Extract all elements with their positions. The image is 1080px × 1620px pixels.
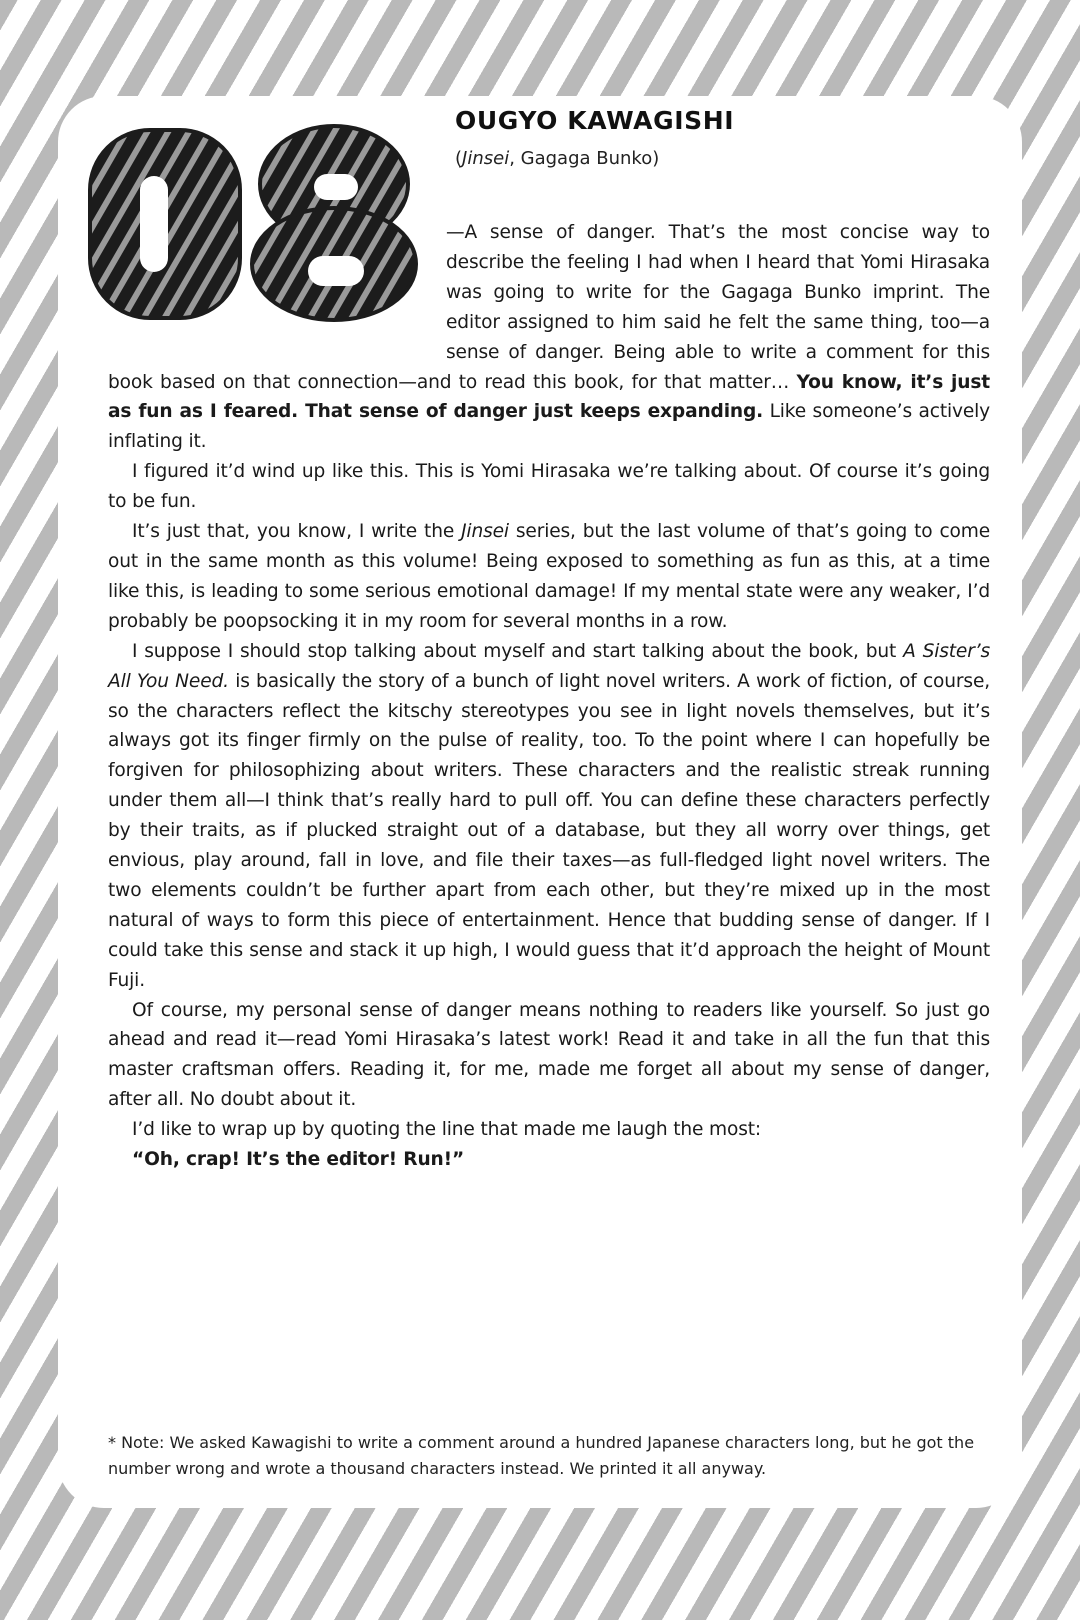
paragraph-4-text: I suppose I should stop talking about myself and start talking about the book, but (132, 640, 904, 662)
paragraph-5-text: Of course, my personal sense of danger means nothing to readers like yourself. So just go ahead and read it—read Yomi Hirasaka’s latest work! Read it and take in all the fun that this master craftsman offers. Reading it, for me, made me forget all about my sense of danger, after all. No doubt about it. (108, 999, 990, 1111)
paragraph-3-italic: Jinsei (461, 521, 509, 543)
paragraph-1-text: —A sense of danger. That’s the most concise way to describe the feeling I had when I heard that Yomi Hirasaka was going to write for the Gagaga Bunko imprint. The editor assigned to him said he felt the same thing, too—a sense of danger. Being able to write a comment for this book based on that connection—and to read this book, for that matter… (108, 222, 990, 393)
paragraph-2 (108, 457, 990, 517)
author-work-open: ( (455, 148, 463, 169)
comment-card (58, 96, 1022, 1508)
paragraph-2-text: I figured it’d wind up like this. This is Yomi Hirasaka we’re talking about. Of course it’s going to be fun. (108, 461, 990, 513)
paragraph-5 (108, 996, 990, 1116)
paragraph-3-text-end: series, but the last volume of that’s going to come out in the same month as this volume! Being exposed to something as fun as this, at a time like this, is leading to some serious emotional damage! If my mental state were any weaker, I’d probably be poopsocking it in my room for several months in a row. (108, 521, 991, 632)
paragraph-6-text: I’d like to wrap up by quoting the line that made me laugh the most: (132, 1119, 762, 1141)
badge-spacer (108, 218, 438, 356)
paragraph-3 (108, 517, 990, 637)
closing-quote: “Oh, crap! It’s the editor! Run!” (132, 1149, 465, 1171)
author-work-rest: , Gagaga Bunko) (509, 148, 660, 169)
paragraph-4 (108, 637, 990, 996)
paragraph-1-text-end: Like someone’s actively inflating it. (108, 401, 990, 453)
paragraph-3-text: It’s just that, you know, I write the (132, 521, 462, 543)
paragraph-1-bold: You know, it’s just as fun as I feared. That sense of danger just keeps expanding. (108, 371, 991, 423)
author-work (455, 148, 659, 169)
author-work-title: Jinsei (462, 148, 510, 169)
paragraph-4-text-end: is basically the story of a bunch of light novel writers. A work of fiction, of course, so the characters reflect the kitschy stereotypes you see in light novels themselves, but it’s always got its finger firmly on the pulse of reality, too. To the point where I can hopefully be forgiven for philosophizing about writers. These characters and the realistic streak running under them all—I think that’s really hard to pull off. You can define these characters perfectly by their traits, as if plucked straight out of a database, but they all worry over things, get envious, play around, fall in love, and file their taxes—as full-fledged light novel writers. The two elements couldn’t be further apart from each other, but they’re mixed up in the most natural of ways to form this piece of entertainment. Hence that budding sense of danger. If I could take this sense and stack it up high, I would guess that it’d approach the height of Mount Fuji. (108, 670, 990, 991)
digit-eight-hole-top (314, 174, 358, 200)
comment-body (108, 218, 990, 1175)
badge-number-text: 08 (86, 124, 88, 125)
footnote: * Note: We asked Kawagishi to write a comment around a hundred Japanese characters long, but he got the number wrong and wrote a thousand characters instead. We printed it all anyway. (108, 1433, 975, 1478)
paragraph-4-italic: A Sister’s All You Need. (108, 640, 990, 692)
author-name: OUGYO KAWAGISHI (455, 106, 735, 135)
paragraph-6 (108, 1115, 990, 1145)
